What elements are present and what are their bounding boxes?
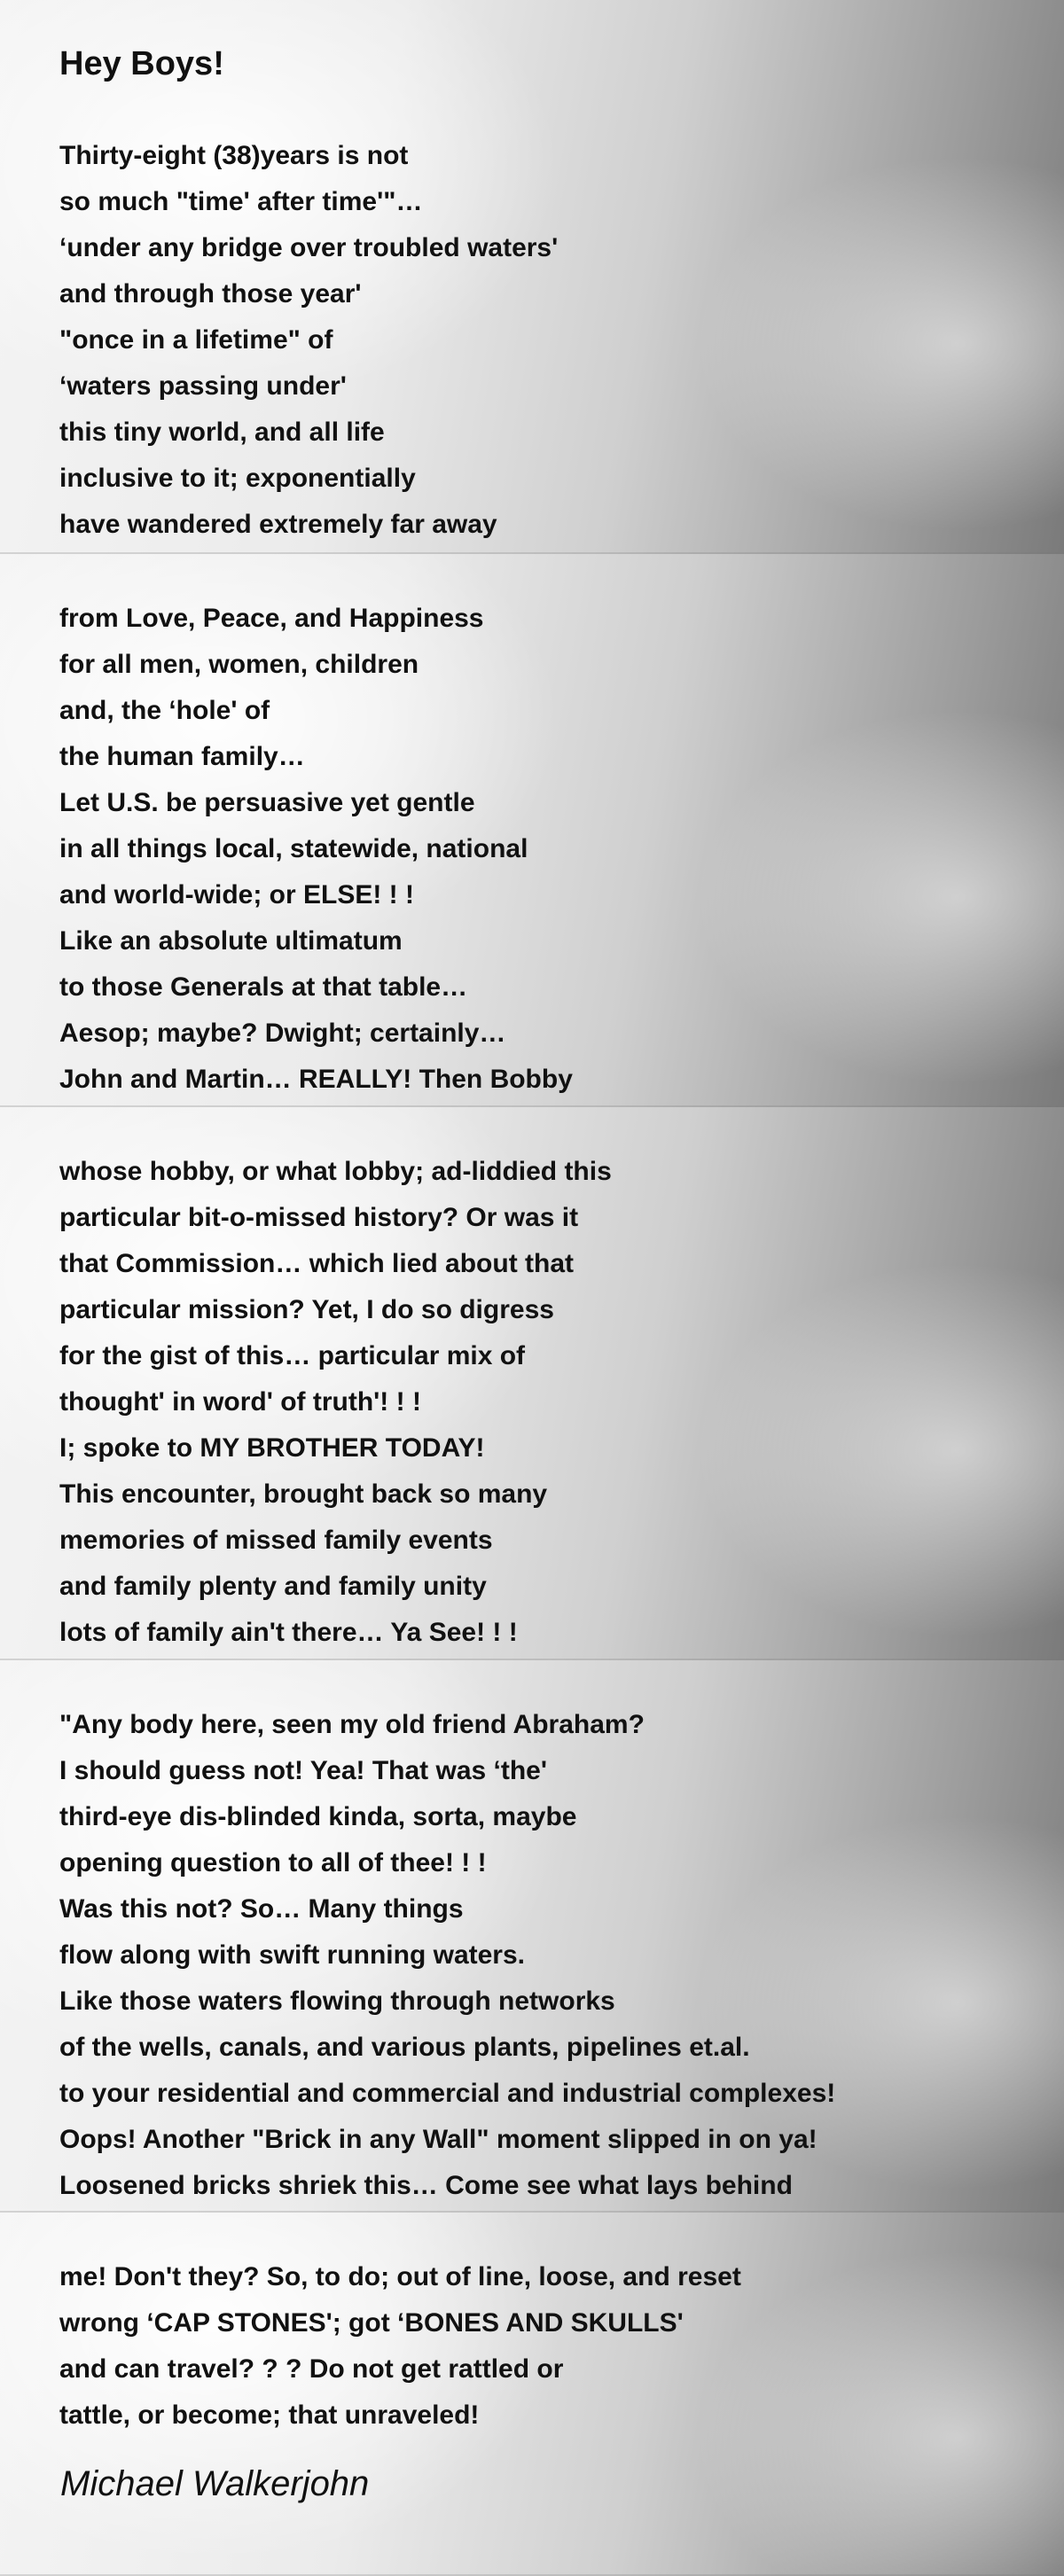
stanza-3 — [59, 1149, 612, 1656]
poem-line: John and Martin… REALLY! Then Bobby — [59, 1065, 573, 1094]
poem-line: have wandered extremely far away — [59, 510, 497, 539]
stanza-5 — [59, 2254, 741, 2439]
poem-line: This encounter, brought back so many — [59, 1479, 548, 1509]
poem-line: Like those waters flowing through networks — [59, 1987, 615, 2016]
poem-line: "once in a lifetime" of — [59, 325, 333, 355]
poem-line: lots of family ain't there… Ya See! ! ! — [59, 1618, 518, 1647]
poem-panel-2 — [0, 554, 1064, 1107]
poem-line: flow along with swift running waters. — [59, 1940, 525, 1970]
poem-line: opening question to all of thee! ! ! — [59, 1848, 487, 1877]
poem-line: from Love, Peace, and Happiness — [59, 604, 484, 633]
poem-author: Michael Walkerjohn — [60, 2464, 370, 2503]
poem-line: memories of missed family events — [59, 1526, 493, 1555]
poem-line: I; spoke to MY BROTHER TODAY! — [59, 1433, 485, 1463]
poem-line: particular bit-o-missed history? Or was it — [59, 1203, 579, 1232]
poem-line: and, the ‘hole' of — [59, 696, 270, 725]
stanza-4 — [59, 1702, 835, 2209]
poem-line: whose hobby, or what lobby; ad-liddied this — [59, 1157, 612, 1186]
poem-line: this tiny world, and all life — [59, 418, 385, 447]
poem-line: to your residential and commercial and industrial complexes! — [59, 2079, 836, 2108]
poem-line: in all things local, statewide, national — [59, 834, 528, 863]
poem-line: that Commission… which lied about that — [59, 1249, 575, 1278]
poem-line: wrong ‘CAP STONES'; got ‘BONES AND SKULLS' — [59, 2308, 684, 2338]
poem-line: particular mission? Yet, I do so digress — [59, 1295, 554, 1324]
poem-line: Thirty-eight (38)years is not — [59, 141, 409, 170]
poem-line: inclusive to it; exponentially — [59, 464, 416, 493]
poem-line: Oops! Another "Brick in any Wall" moment slipped in on ya! — [59, 2125, 818, 2154]
poem-panel-4 — [0, 1660, 1064, 2213]
poem-line: Loosened bricks shriek this… Come see what lays behind — [59, 2171, 793, 2200]
poem-line: so much "time' after time'"… — [59, 187, 423, 216]
poem-panel-1 — [0, 0, 1064, 554]
poem-line: I should guess not! Yea! That was ‘the' — [59, 1756, 548, 1785]
poem-line: Aesop; maybe? Dwight; certainly… — [59, 1019, 506, 1048]
poem-line: tattle, or become; that unraveled! — [59, 2400, 480, 2430]
poem-line: Let U.S. be persuasive yet gentle — [59, 788, 475, 817]
stanza-1 — [59, 133, 558, 548]
poem-line: Like an absolute ultimatum — [59, 926, 403, 956]
poem-line: and world-wide; or ELSE! ! ! — [59, 880, 414, 909]
poem-line: the human family… — [59, 742, 305, 771]
poem-line: and through those year' — [59, 279, 362, 308]
poem-line: third-eye dis-blinded kinda, sorta, maybe — [59, 1802, 577, 1831]
poem-line: me! Don't they? So, to do; out of line, loose, and reset — [59, 2262, 741, 2291]
poem-line: and can travel? ? ? Do not get rattled or — [59, 2354, 564, 2384]
poem-panel-3 — [0, 1107, 1064, 1660]
poem-line: for all men, women, children — [59, 650, 419, 679]
poem-line: "Any body here, seen my old friend Abraham? — [59, 1710, 645, 1739]
poem-line: of the wells, canals, and various plants, pipelines et.al. — [59, 2033, 750, 2062]
poem-line: for the gist of this… particular mix of — [59, 1341, 526, 1370]
poem-line: ‘under any bridge over troubled waters' — [59, 233, 559, 262]
poem-line: to those Generals at that table… — [59, 972, 468, 1002]
poem-line: Was this not? So… Many things — [59, 1894, 464, 1924]
poem-line: thought' in word' of truth'! ! ! — [59, 1387, 421, 1417]
poem-panel-5 — [0, 2213, 1064, 2576]
poem-title: Hey Boys! — [59, 45, 224, 82]
poem-line: and family plenty and family unity — [59, 1572, 487, 1601]
stanza-2 — [59, 596, 573, 1103]
poem-line: ‘waters passing under' — [59, 371, 347, 401]
